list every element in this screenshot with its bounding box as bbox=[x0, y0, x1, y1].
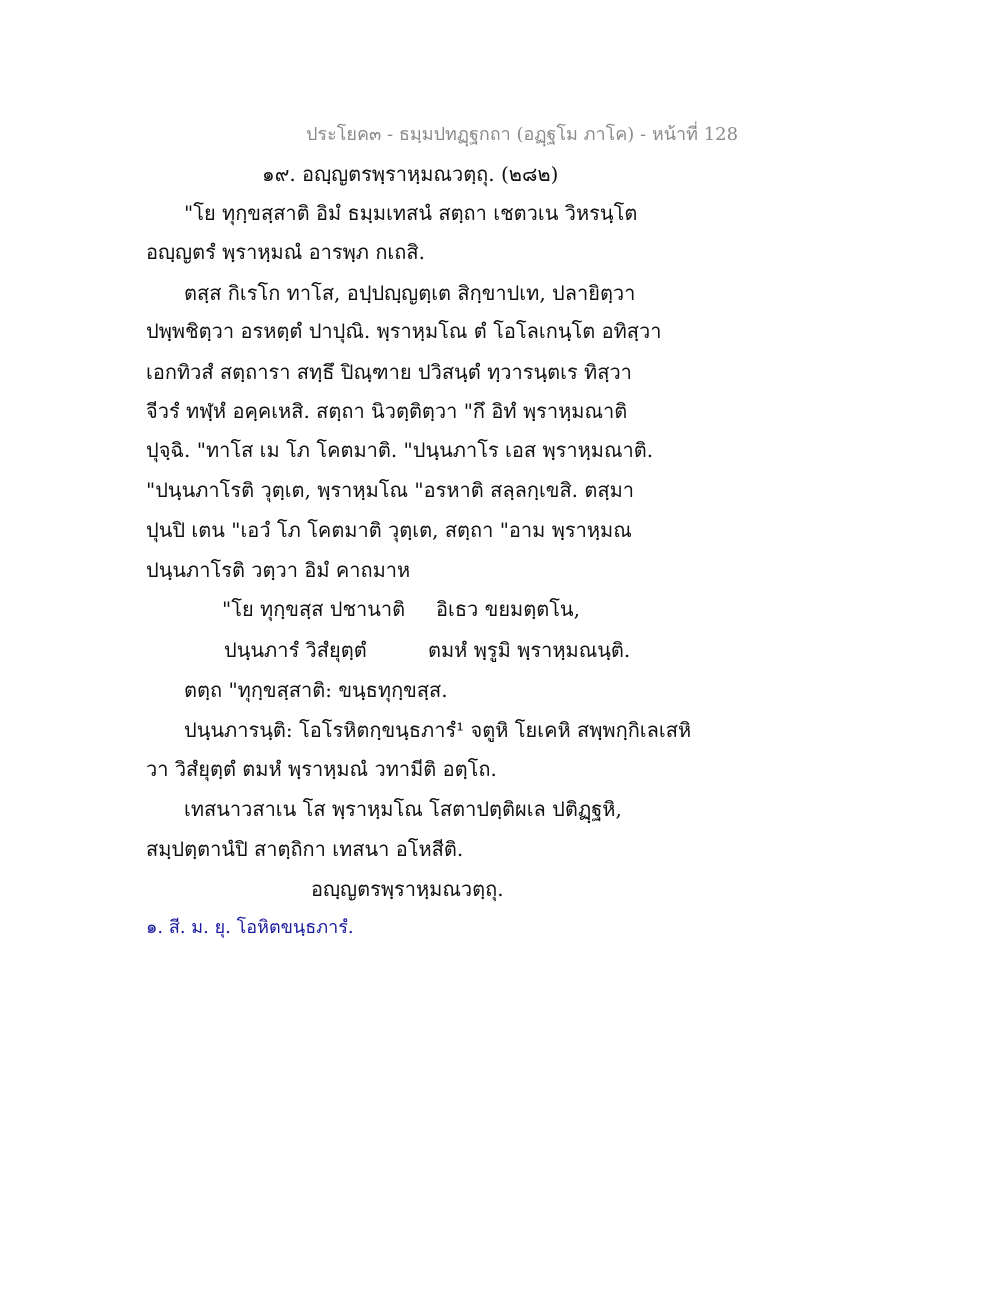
paragraph-2-line-8: ปนฺนภาโรติ วตฺวา อิมํ คาถมาห bbox=[146, 558, 411, 582]
paragraph-2-line-7: ปุนปิ เตน "เอวํ โภ โคตมาติ วุตฺเต, สตฺถา "อาม พฺราหฺมณ bbox=[146, 518, 632, 542]
closing-title: อญฺญตรพฺราหฺมณวตฺถุ. bbox=[311, 877, 504, 901]
running-head: ประโยค๓ - ธมฺมปทฏฺฐกถา (อฏฺฐโม ภาโค) - หน้าที่ 128 bbox=[306, 124, 739, 145]
commentary-2-line-2: วา วิสํยุตฺตํ ตมหํ พฺราหฺมณํ วทามีติ อตฺโถ. bbox=[146, 757, 497, 781]
commentary-2-line-1: ปนฺนภารนฺติ: โอโรหิตกฺขนฺธภารํ¹ จตูหิ โยเคหิ สพฺพกฺกิเลเสหิ bbox=[184, 718, 692, 742]
commentary-3-line-1: เทสนาวสาเน โส พฺราหฺมโณ โสตาปตฺติผเล ปติฏฺฐหิ, bbox=[184, 797, 622, 821]
verse-line-1b: อิเธว ขยมตฺตโน, bbox=[436, 597, 580, 621]
paragraph-2-line-3: เอกทิวสํ สตฺถารา สทฺธึ ปิณฺฑาย ปวิสนฺตํ ทฺวารนฺตเร ทิสฺวา bbox=[146, 360, 632, 384]
paragraph-1-line-1: "โย ทุกฺขสฺสาติ อิมํ ธมฺมเทสนํ สตฺถา เชตวเน วิหรนฺโต bbox=[184, 201, 638, 225]
commentary-3-line-2: สมฺปตฺตานํปิ สาตฺถิกา เทสนา อโหสีติ. bbox=[146, 837, 464, 861]
verse-line-2b: ตมหํ พฺรูมิ พฺราหฺมณนฺติ. bbox=[428, 638, 631, 662]
footnote: ๑. สี. ม. ยุ. โอหิตขนฺธภารํ. bbox=[146, 917, 354, 938]
paragraph-2-line-6: "ปนฺนภาโรติ วุตฺเต, พฺราหฺมโณ "อรหาติ สลฺลกฺเขสิ. ตสฺมา bbox=[146, 478, 634, 502]
story-title: ๑๙. อญฺญตรพฺราหฺมณวตฺถุ. (๒๘๒) bbox=[262, 162, 559, 186]
paragraph-2-line-5: ปุจฺฉิ. "ทาโส เม โภ โคตมาติ. "ปนฺนภาโร เอส พฺราหฺมณาติ. bbox=[146, 438, 654, 462]
paragraph-1-line-2: อญฺญตรํ พฺราหฺมณํ อารพฺภ กเถสิ. bbox=[146, 240, 425, 264]
paragraph-2-line-2: ปพฺพชิตฺวา อรหตฺตํ ปาปุณิ. พฺราหฺมโณ ตํ โอโลเกนฺโต อทิสฺวา bbox=[146, 319, 662, 343]
commentary-1: ตตฺถ "ทุกฺขสฺสาติ: ขนฺธทุกฺขสฺส. bbox=[184, 678, 448, 702]
verse-line-1a: "โย ทุกฺขสฺส ปชานาติ bbox=[222, 597, 406, 621]
paragraph-2-line-1: ตสฺส กิเรโก ทาโส, อปฺปญฺญตฺเต สิกฺขาปเท, ปลายิตฺวา bbox=[184, 281, 636, 305]
paragraph-2-line-4: จีวรํ ทฬฺหํ อคฺคเหสิ. สตฺถา นิวตฺติตฺวา "กึ อิทํ พฺราหฺมณาติ bbox=[146, 399, 628, 423]
verse-line-2a: ปนฺนภารํ วิสํยุตฺตํ bbox=[224, 638, 367, 662]
